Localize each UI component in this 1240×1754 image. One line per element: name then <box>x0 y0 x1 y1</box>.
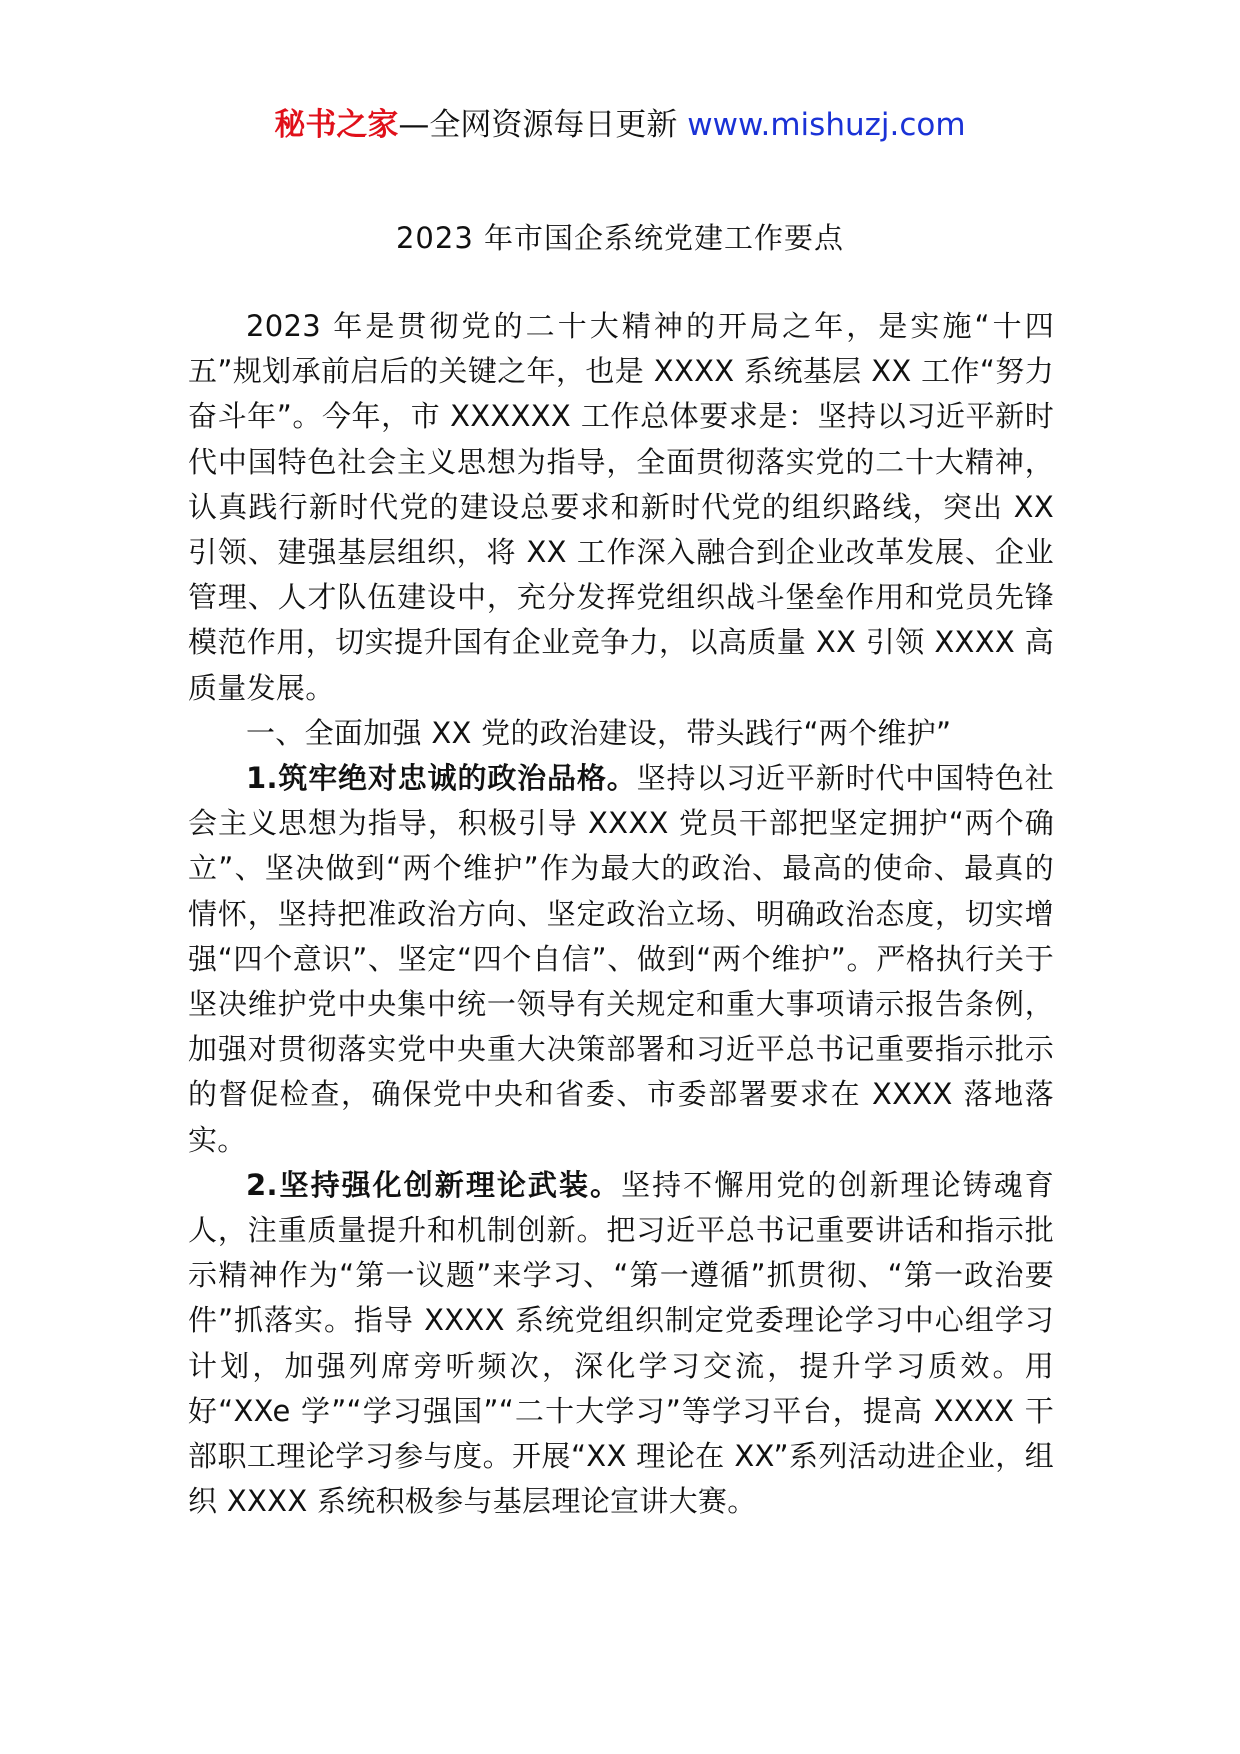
intro-paragraph: 2023 年是贯彻党的二十大精神的开局之年，是实施“十四五”规划承前启后的关键之年，也是 XXXX 系统基层 XX 工作“努力奋斗年”。今年，市 XXXXXX 工作总体要求是：坚持以习近平新时代中国特色社会主义思想为指导，全面贯彻落实党的二十大精神，认真践行新时代党的建设总要求和新时代党的组织路线，突出 XX 引领、建强基层组织，将 XX 工作深入融合到企业改革发展、企业管理、人才队伍建设中，充分发挥党组织战斗堡垒作用和党员先锋模范作用，切实提升国有企业竞争力，以高质量 XX 引领 XXXX 高质量发展。 <box>188 309 1054 705</box>
document-title: 2023 年市国企系统党建工作要点 <box>395 221 845 255</box>
item-paragraph-1 <box>188 756 1054 1163</box>
item-paragraph-2 <box>188 1163 1054 1525</box>
site-tagline: —全网资源每日更新 <box>398 107 688 143</box>
document-body <box>188 304 1054 1524</box>
site-url-link[interactable]: www.mishuzj.com <box>687 107 966 143</box>
item-1-body: 坚持以习近平新时代中国特色社会主义思想为指导，积极引导 XXXX 党员干部把坚定拥护“两个确立”、坚决做到“两个维护”作为最大的政治、最高的使命、最真的情怀，坚持把准政治方向、坚定政治立场、明确政治态度，切实增强“四个意识”、坚定“四个自信”、做到“两个维护”。严格执行关于坚决维护党中央集中统一领导有关规定和重大事项请示报告条例，加强对贯彻落实党中央重大决策部署和习近平总书记重要指示批示的督促检查，确保党中央和省委、市委部署要求在 XXXX 落地落实。 <box>188 761 1054 1157</box>
site-header-banner <box>0 104 1240 146</box>
item-2-body: 坚持不懈用党的创新理论铸魂育人，注重质量提升和机制创新。把习近平总书记重要讲话和指示批示精神作为“第一议题”来学习、“第一遵循”抓贯彻、“第一政治要件”抓落实。指导 XXXX 系统党组织制定党委理论学习中心组学习计划，加强列席旁听频次，深化学习交流，提升学习质效。用好“XXe 学”“学习强国”“二十大学习”等学习平台，提高 XXXX 干部职工理论学习参与度。开展“XX 理论在 XX”系列活动进企业，组织 XXXX 系统积极参与基层理论宣讲大赛。 <box>188 1167 1054 1519</box>
site-brand: 秘书之家 <box>274 107 399 143</box>
section-heading-1: 一、全面加强 XX 党的政治建设，带头践行“两个维护” <box>246 715 952 750</box>
item-2-lead: 2.坚持强化创新理论武装。 <box>246 1167 622 1202</box>
item-1-lead: 1.筑牢绝对忠诚的政治品格。 <box>246 761 637 796</box>
